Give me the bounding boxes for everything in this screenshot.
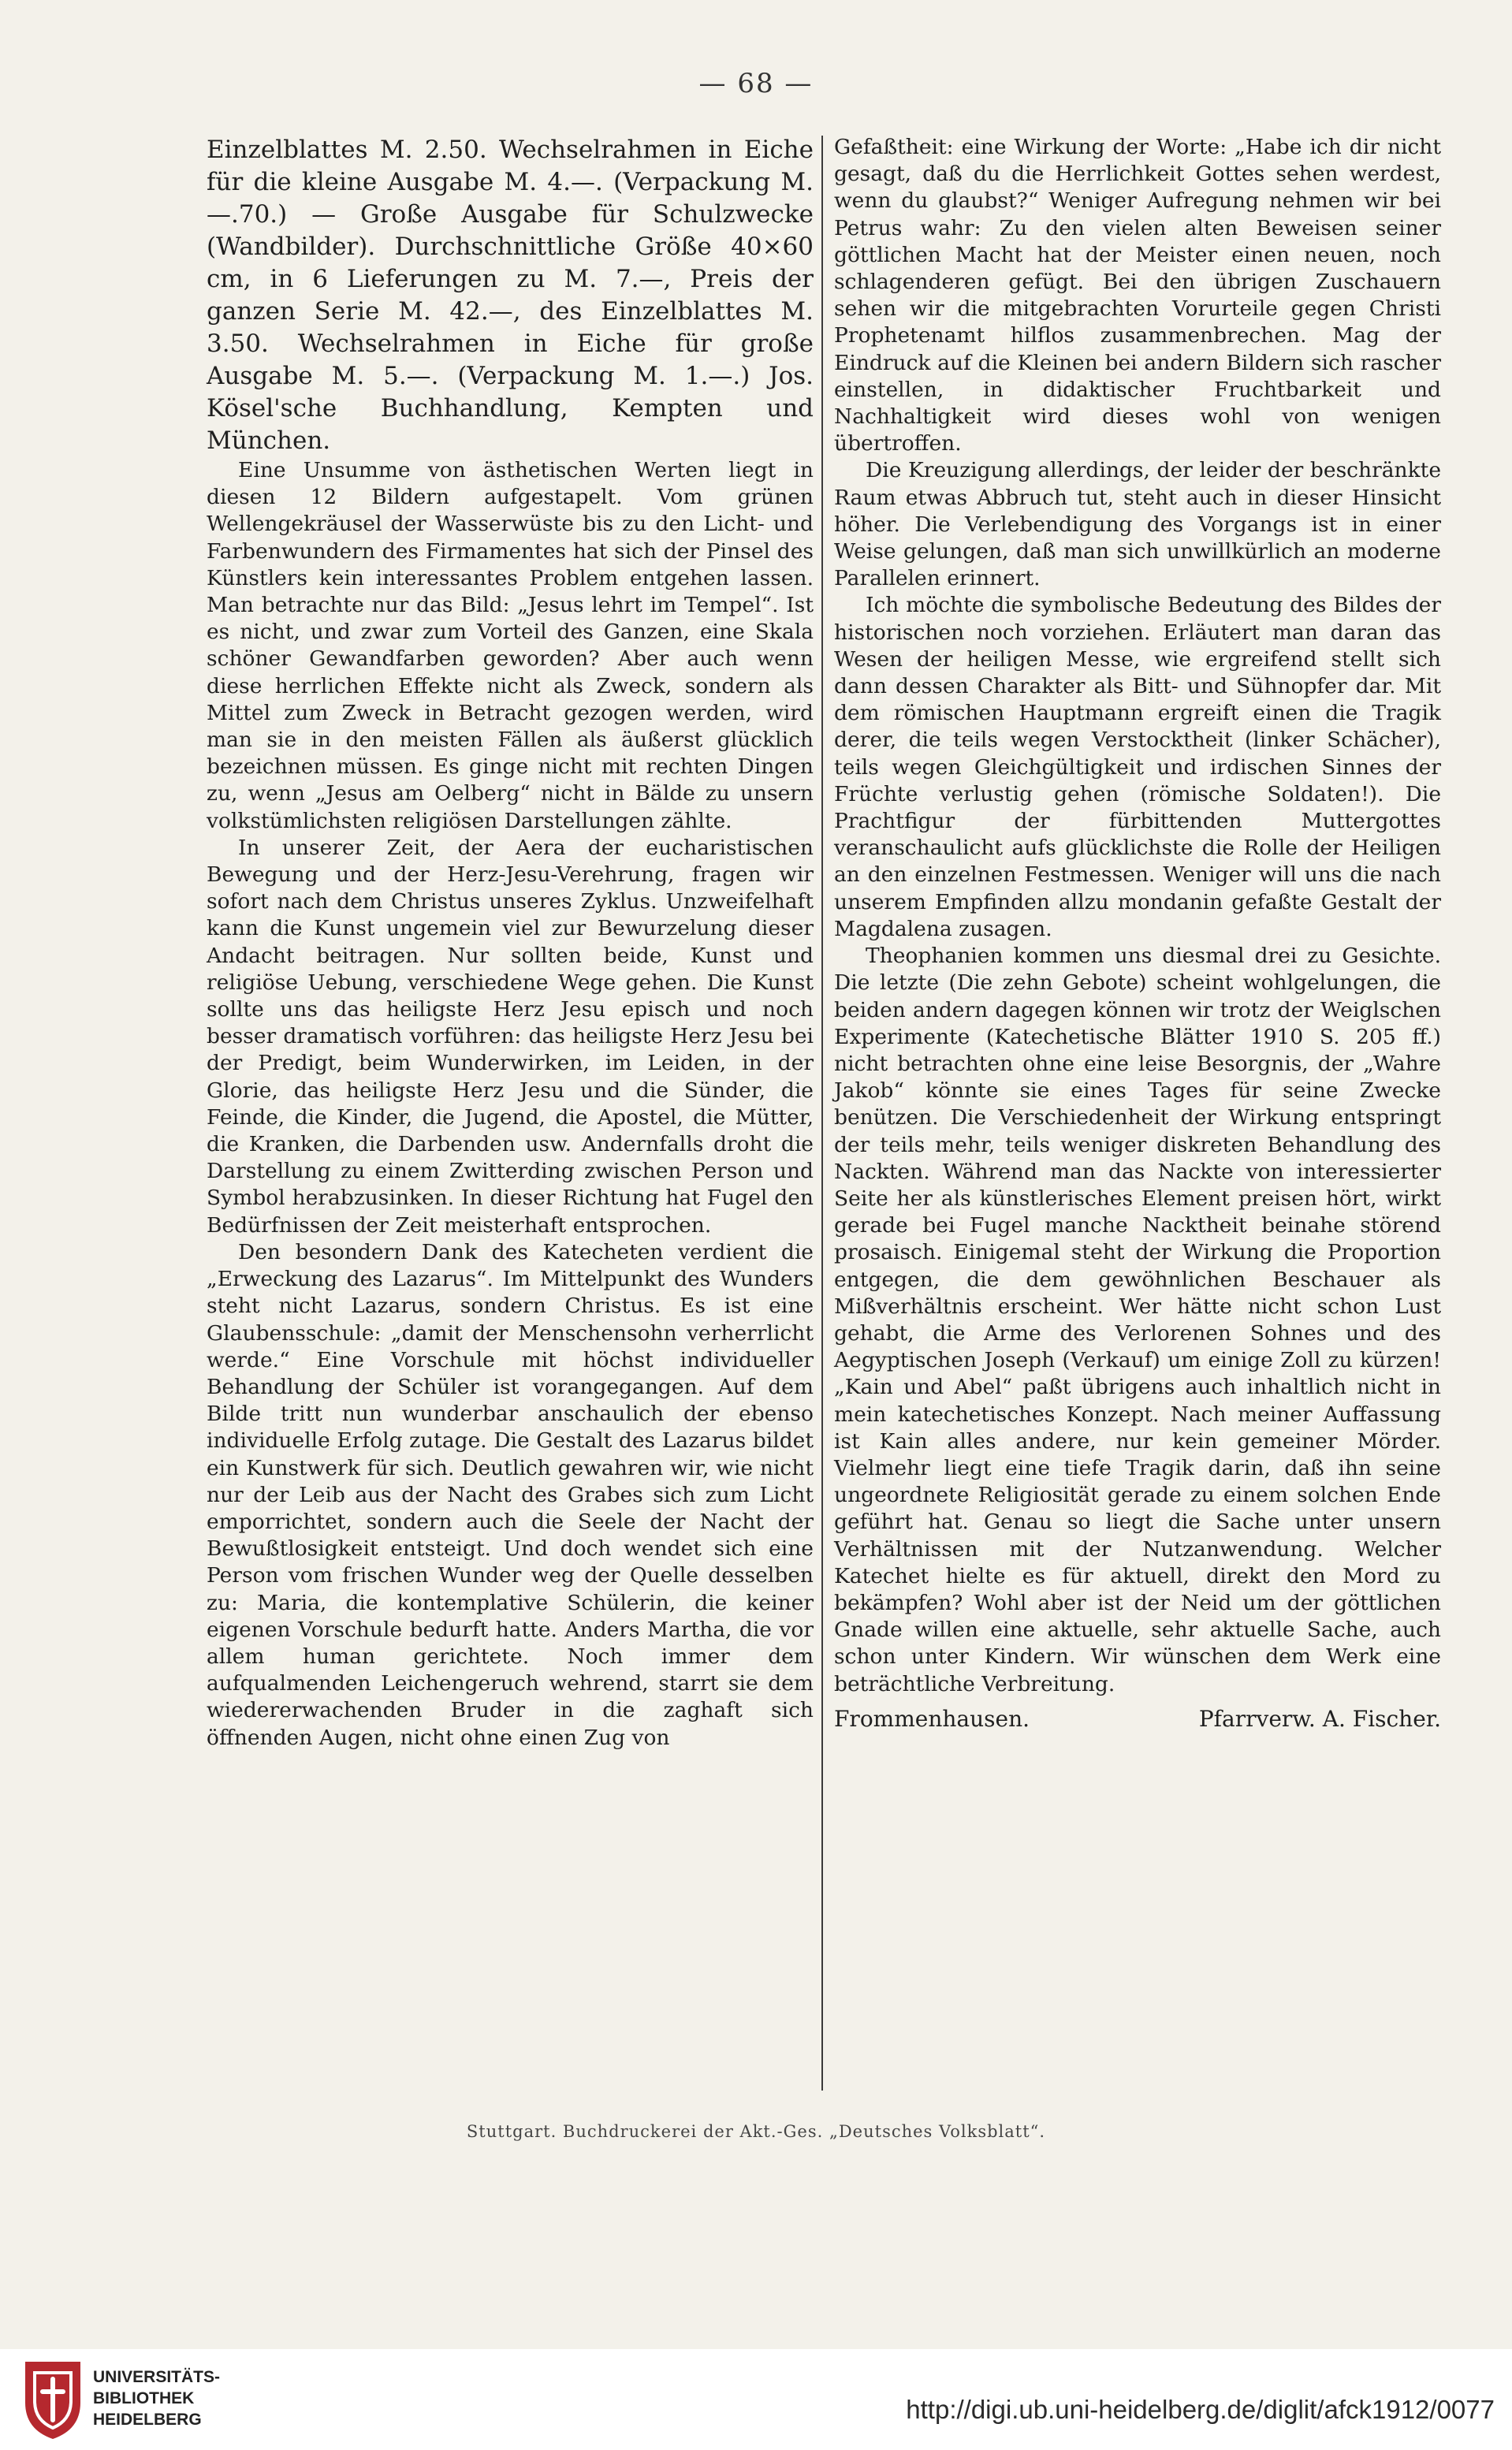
university-seal-icon [17, 2357, 88, 2442]
right-paragraph: Ich möchte die symbolische Bedeutung des Bildes der historischen noch vorziehen. Erläutert man daran das Wesen der heiligen Messe, wie ergreifend stellt sich dann dessen Charakter als Bitt- und Sühnopfer dar. Mit dem römischen Hauptmann ergreift einen die Tragik derer, die teils wegen Verstocktheit (linker Schächer), teils wegen Gleichgültigkeit und irdischen Sinnes der Früchte verlustig gehen (römische Soldaten!). Die Prachtfigur der fürbittenden Muttergottes veranschaulicht aufs glücklichste die Rolle der Heiligen an den einzelnen Festmessen. Weniger will uns die nach unserem Empfinden allzu mondanin gefaßte Gestalt der Magdalena zusagen. [834, 593, 1441, 941]
right-paragraph: Theophanien kommen uns diesmal drei zu Gesichte. Die letzte (Die zehn Gebote) scheint wohlgelungen, die beiden andern dagegen können wir trotz der Weiglschen Experimente (Katechetische Blätter 1910 S. 205 ff.) nicht betrachten ohne eine leise Besorgnis, der „Wahre Jakob“ könnte sie eines Tages für seine Zwecke benützen. Die Verschiedenheit der Wirkung entspringt der teils mehr, teils weniger diskreten Behandlung des Nackten. Während man das Nackte von interessierter Seite her als künstlerisches Element preisen hört, wirkt gerade bei Fugel manche Nacktheit beinahe störend prosaisch. Einigemal steht der Wirkung die Proportion entgegen, die dem gewöhnlichen Beschauer als Mißverhältnis erscheint. Wer hätte nicht schon Lust gehabt, die Arme des Verlorenen Sohnes und des Aegyptischen Joseph (Verkauf) um einige Zoll zu kürzen! „Kain und Abel“ paßt übrigens auch inhaltlich nicht in mein katechetisches Konzept. Nach meiner Auffassung ist Kain alles andere, nur kein gemeiner Mörder. Vielmehr liegt eine tiefe Tragik darin, daß ihn seine ungeordnete Religiosität gerade zu einem solchen Ende geführt hat. Genau so liegt die Sache unter unsern Verhältnissen mit der Nutzanwendung. Welcher Katechet hielte es für aktuell, direkt den Mord zu bekämpfen? Wohl aber ist der Neid um der göttlichen Gnade willen eine aktuelle, sehr aktuelle Sache, auch schon unter Kindern. Wir wünschen dem Werk eine beträchtliche Verbreitung. [834, 944, 1441, 1696]
source-url[interactable]: http://digi.ub.uni-heidelberg.de/diglit/afck1912/0077 [906, 2395, 1495, 2424]
printer-imprint: Stuttgart. Buchdruckerei der Akt.-Ges. „Deutsches Volksblatt“. [466, 2122, 1046, 2141]
institution-line: BIBLIOTHEK [93, 2389, 195, 2407]
signature [834, 1706, 1441, 1733]
column-divider [821, 136, 823, 2091]
right-paragraph: Gefaßtheit: eine Wirkung der Worte: „Habe ich dir nicht gesagt, daß du die Herrlichkeit Gottes sehen werdest, wenn du glaubst?“ Weniger Aufregung nehmen wir bei Petrus wahr: Zu den vielen alten Beweisen seiner göttlichen Macht hat der Meister einen neuen, noch schlagenderen gefügt. Bei den übrigen Zuschauern sehen wir die mitgebrachten Vorurteile gegen Christi Prophetenamt hilflos zusammenbrechen. Mag der Eindruck auf die Kleinen bei andern Bildern sich rascher einstellen, in didaktischer Fruchtbarkeit und Nachhaltigkeit wird dieses wohl von wenigen übertroffen. [834, 135, 1441, 456]
signature-place: Frommenhausen. [834, 1705, 1030, 1732]
left-paragraph: Einzelblattes M. 2.50. Wechselrahmen in Eiche für die kleine Ausgabe M. 4.—. (Verpackung M. —.70.) — Große Ausgabe für Schulzwecke (Wandbilder). Durchschnittliche Größe 40×60 cm, in 6 Lieferungen zu M. 7.—, Preis der ganzen Serie M. 42.—, des Einzelblattes M. 3.50. Wechselrahmen in Eiche für große Ausgabe M. 5.—. (Verpackung M. 1.—.) Jos. Kösel'sche Buchhandlung, Kempten und München. [207, 136, 814, 455]
left-paragraph: In unserer Zeit, der Aera der eucharistischen Bewegung und der Herz-Jesu-Verehrung, fragen wir sofort nach dem Christus unseres Zyklus. Unzweifelhaft kann die Kunst ungemein viel zur Bewurzelung dieser Andacht beitragen. Nur sollten beide, Kunst und religiöse Uebung, verschiedene Wege gehen. Die Kunst sollte uns das heiligste Herz Jesu episch und noch besser dramatisch vorführen: das heiligste Herz Jesu bei der Predigt, beim Wunderwirken, im Leiden, in der Glorie, das heiligste Herz Jesu und die Sünder, die Feinde, die Kinder, die Jugend, die Apostel, die Mütter, die Kranken, die Darbenden usw. Andernfalls droht die Darstellung zu einem Zwitterding zwischen Person und Symbol herabzusinken. In dieser Richtung hat Fugel den Bedürfnissen der Zeit meisterhaft entsprochen. [207, 835, 814, 1238]
left-paragraph: Eine Unsumme von ästhetischen Werten liegt in diesen 12 Bildern aufgestapelt. Vom grünen Wellengekräusel der Wasserwüste bis zu den Licht- und Farbenwundern des Firmamentes hat sich der Pinsel des Künstlers kein interessantes Problem entgehen lassen. Man betrachte nur das Bild: „Jesus lehrt im Tempel“. Ist es nicht, und zwar zum Vorteil des Ganzen, eine Skala schöner Gewandfarben geworden? Aber auch wenn diese herrlichen Effekte nicht als Zweck, sondern als Mittel zum Zweck in Betracht gezogen werden, wird man sie in den meisten Fällen als äußerst glücklich bezeichnen müssen. Es ginge nicht mit rechten Dingen zu, wenn „Jesus am Oelberg“ nicht in Bälde zu unsern volkstümlichsten religiösen Darstellungen zählte. [207, 458, 814, 833]
signature-author: Pfarrverw. A. Fischer. [1198, 1705, 1441, 1732]
institution-line: HEIDELBERG [93, 2411, 202, 2429]
page-number: — 68 — [698, 68, 814, 99]
left-column [207, 134, 814, 1752]
left-paragraph: Den besondern Dank des Katecheten verdient die „Erweckung des Lazarus“. Im Mittelpunkt des Wunders steht nicht Lazarus, sondern Christus. Es ist eine Glaubensschule: „damit der Menschensohn verherrlicht werde.“ Eine Vorschule mit höchst individueller Behandlung der Schüler ist vorangegangen. Auf dem Bilde tritt nun wunderbar anschaulich der ebenso individuelle Erfolg zutage. Die Gestalt des Lazarus bildet ein Kunstwerk für sich. Deutlich gewahren wir, wie nicht nur der Leib aus der Nacht des Grabes sich zum Licht emporrichtet, sondern auch die Seele der Nacht der Bewußtlosigkeit entsteigt. Und doch wendet sich eine Person vom frischen Wunder weg der Quelle desselben zu: Maria, die kontemplative Schülerin, die keiner eigenen Vorschule bedurft hatte. Anders Martha, die vor allem human gerichtete. Noch immer dem aufqualmenden Leichengeruch wehrend, starrt sie dem wiedererwachenden Bruder in die zaghaft sich öffnenden Augen, nicht ohne einen Zug von [207, 1239, 814, 1750]
institution-name [93, 2366, 220, 2430]
right-column [834, 134, 1441, 1733]
right-paragraph: Die Kreuzigung allerdings, der leider der beschränkte Raum etwas Abbruch tut, steht auch in dieser Hinsicht höher. Die Verlebendigung des Vorgangs ist in einer Weise gelungen, daß man sich unwillkürlich an moderne Parallelen erinnert. [834, 458, 1441, 591]
institution-line: UNIVERSITÄTS- [93, 2368, 221, 2386]
